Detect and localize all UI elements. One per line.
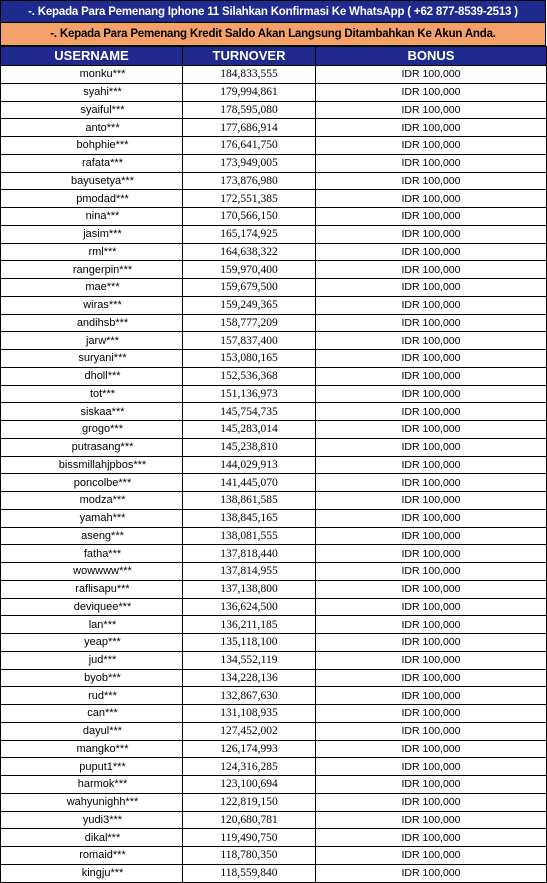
username-cell: raflisapu***: [1, 580, 183, 598]
turnover-cell: 158,777,209: [183, 314, 316, 332]
table-row: [1, 367, 547, 385]
turnover-cell: 145,283,014: [183, 421, 316, 439]
username-cell: jud***: [1, 651, 183, 669]
username-cell: deviquee***: [1, 598, 183, 616]
username-cell: dayul***: [1, 722, 183, 740]
bonus-cell: IDR 100,000: [316, 669, 547, 687]
table-row: [1, 154, 547, 172]
username-cell: anto***: [1, 119, 183, 137]
bonus-cell: IDR 100,000: [316, 367, 547, 385]
table-row: [1, 651, 547, 669]
username-cell: kingju***: [1, 864, 183, 882]
turnover-cell: 173,949,005: [183, 154, 316, 172]
column-header-bonus: BONUS: [316, 47, 547, 66]
turnover-cell: 132,867,630: [183, 687, 316, 705]
username-cell: mae***: [1, 279, 183, 297]
table-row: [1, 793, 547, 811]
username-cell: syaiful***: [1, 101, 183, 119]
bonus-cell: IDR 100,000: [316, 154, 547, 172]
turnover-cell: 178,595,080: [183, 101, 316, 119]
username-cell: putrasang***: [1, 438, 183, 456]
turnover-cell: 137,818,440: [183, 545, 316, 563]
table-row: [1, 101, 547, 119]
bonus-cell: IDR 100,000: [316, 527, 547, 545]
turnover-cell: 141,445,070: [183, 474, 316, 492]
table-row: [1, 66, 547, 84]
username-cell: pmodad***: [1, 190, 183, 208]
bonus-cell: IDR 100,000: [316, 208, 547, 226]
table-row: [1, 474, 547, 492]
username-cell: siskaa***: [1, 403, 183, 421]
table-row: [1, 314, 547, 332]
turnover-cell: 136,211,185: [183, 616, 316, 634]
turnover-cell: 165,174,925: [183, 225, 316, 243]
table-row: [1, 847, 547, 865]
username-cell: andihsb***: [1, 314, 183, 332]
table-row: [1, 83, 547, 101]
table-row: [1, 758, 547, 776]
table-row: [1, 669, 547, 687]
bonus-cell: IDR 100,000: [316, 119, 547, 137]
username-cell: syahi***: [1, 83, 183, 101]
turnover-cell: 136,624,500: [183, 598, 316, 616]
bonus-cell: IDR 100,000: [316, 758, 547, 776]
bonus-cell: IDR 100,000: [316, 829, 547, 847]
turnover-cell: 157,837,400: [183, 332, 316, 350]
turnover-cell: 138,081,555: [183, 527, 316, 545]
username-cell: jarw***: [1, 332, 183, 350]
table-row: [1, 811, 547, 829]
table-row: [1, 687, 547, 705]
bonus-cell: IDR 100,000: [316, 492, 547, 510]
table-row: [1, 616, 547, 634]
turnover-cell: 145,238,810: [183, 438, 316, 456]
bonus-cell: IDR 100,000: [316, 634, 547, 652]
username-cell: lan***: [1, 616, 183, 634]
whatsapp-notice-banner: -. Kepada Para Pemenang Iphone 11 Silahkan Konfirmasi Ke WhatsApp ( +62 877-8539-2513 ): [0, 0, 546, 23]
username-cell: wowwww***: [1, 563, 183, 581]
username-cell: tot***: [1, 385, 183, 403]
username-cell: harmok***: [1, 776, 183, 794]
table-row: [1, 776, 547, 794]
winners-table: [0, 46, 547, 883]
table-row: [1, 563, 547, 581]
turnover-cell: 118,559,840: [183, 864, 316, 882]
bonus-cell: IDR 100,000: [316, 705, 547, 723]
bonus-cell: IDR 100,000: [316, 456, 547, 474]
username-cell: puput1***: [1, 758, 183, 776]
turnover-cell: 184,833,555: [183, 66, 316, 84]
turnover-cell: 176,641,750: [183, 137, 316, 155]
table-row: [1, 456, 547, 474]
bonus-cell: IDR 100,000: [316, 864, 547, 882]
bonus-cell: IDR 100,000: [316, 172, 547, 190]
bonus-cell: IDR 100,000: [316, 793, 547, 811]
bonus-cell: IDR 100,000: [316, 598, 547, 616]
turnover-cell: 159,679,500: [183, 279, 316, 297]
username-cell: rml***: [1, 243, 183, 261]
column-header-turnover: TURNOVER: [183, 47, 316, 66]
username-cell: can***: [1, 705, 183, 723]
username-cell: modza***: [1, 492, 183, 510]
turnover-cell: 170,566,150: [183, 208, 316, 226]
credit-notice-banner: -. Kepada Para Pemenang Kredit Saldo Akan Langsung Ditambahkan Ke Akun Anda.: [0, 23, 546, 46]
table-row: [1, 190, 547, 208]
bonus-cell: IDR 100,000: [316, 563, 547, 581]
turnover-cell: 119,490,750: [183, 829, 316, 847]
bonus-cell: IDR 100,000: [316, 225, 547, 243]
turnover-cell: 137,814,955: [183, 563, 316, 581]
turnover-cell: 118,780,350: [183, 847, 316, 865]
username-cell: rud***: [1, 687, 183, 705]
turnover-cell: 131,108,935: [183, 705, 316, 723]
bonus-cell: IDR 100,000: [316, 279, 547, 297]
turnover-cell: 123,100,694: [183, 776, 316, 794]
turnover-cell: 153,080,165: [183, 350, 316, 368]
username-cell: yeap***: [1, 634, 183, 652]
username-cell: romaid***: [1, 847, 183, 865]
table-row: [1, 438, 547, 456]
bonus-cell: IDR 100,000: [316, 580, 547, 598]
table-row: [1, 829, 547, 847]
turnover-cell: 179,994,861: [183, 83, 316, 101]
bonus-cell: IDR 100,000: [316, 776, 547, 794]
turnover-cell: 124,316,285: [183, 758, 316, 776]
username-cell: yudi3***: [1, 811, 183, 829]
turnover-cell: 134,552,119: [183, 651, 316, 669]
table-row: [1, 864, 547, 882]
username-cell: mangko***: [1, 740, 183, 758]
table-row: [1, 208, 547, 226]
table-row: [1, 403, 547, 421]
turnover-cell: 177,686,914: [183, 119, 316, 137]
bonus-cell: IDR 100,000: [316, 687, 547, 705]
bonus-cell: IDR 100,000: [316, 83, 547, 101]
table-row: [1, 421, 547, 439]
table-row: [1, 740, 547, 758]
table-row: [1, 261, 547, 279]
table-row: [1, 634, 547, 652]
bonus-cell: IDR 100,000: [316, 385, 547, 403]
bonus-cell: IDR 100,000: [316, 616, 547, 634]
username-cell: fatha***: [1, 545, 183, 563]
bonus-cell: IDR 100,000: [316, 243, 547, 261]
bonus-cell: IDR 100,000: [316, 66, 547, 84]
username-cell: suryani***: [1, 350, 183, 368]
table-row: [1, 243, 547, 261]
username-cell: dholl***: [1, 367, 183, 385]
bonus-cell: IDR 100,000: [316, 350, 547, 368]
username-cell: monku***: [1, 66, 183, 84]
table-row: [1, 545, 547, 563]
table-row: [1, 509, 547, 527]
username-cell: byob***: [1, 669, 183, 687]
table-row: [1, 705, 547, 723]
username-cell: poncolbe***: [1, 474, 183, 492]
table-row: [1, 332, 547, 350]
bonus-cell: IDR 100,000: [316, 740, 547, 758]
table-body: [1, 66, 547, 883]
username-cell: wiras***: [1, 296, 183, 314]
turnover-cell: 137,138,800: [183, 580, 316, 598]
bonus-cell: IDR 100,000: [316, 421, 547, 439]
table-row: [1, 296, 547, 314]
turnover-cell: 152,536,368: [183, 367, 316, 385]
username-cell: jasim***: [1, 225, 183, 243]
bonus-cell: IDR 100,000: [316, 314, 547, 332]
turnover-cell: 138,861,585: [183, 492, 316, 510]
turnover-cell: 127,452,002: [183, 722, 316, 740]
table-row: [1, 279, 547, 297]
table-row: [1, 722, 547, 740]
table-row: [1, 350, 547, 368]
bonus-cell: IDR 100,000: [316, 509, 547, 527]
table-row: [1, 580, 547, 598]
turnover-cell: 173,876,980: [183, 172, 316, 190]
turnover-cell: 138,845,165: [183, 509, 316, 527]
username-cell: aseng***: [1, 527, 183, 545]
table-row: [1, 385, 547, 403]
username-cell: rangerpin***: [1, 261, 183, 279]
bonus-cell: IDR 100,000: [316, 261, 547, 279]
turnover-cell: 120,680,781: [183, 811, 316, 829]
username-cell: bissmillahjpbos***: [1, 456, 183, 474]
table-row: [1, 137, 547, 155]
table-row: [1, 119, 547, 137]
bonus-cell: IDR 100,000: [316, 403, 547, 421]
turnover-cell: 151,136,973: [183, 385, 316, 403]
table-row: [1, 527, 547, 545]
username-cell: nina***: [1, 208, 183, 226]
turnover-cell: 134,228,136: [183, 669, 316, 687]
table-row: [1, 172, 547, 190]
table-row: [1, 492, 547, 510]
turnover-cell: 135,118,100: [183, 634, 316, 652]
turnover-cell: 159,249,365: [183, 296, 316, 314]
bonus-cell: IDR 100,000: [316, 296, 547, 314]
turnover-cell: 126,174,993: [183, 740, 316, 758]
bonus-cell: IDR 100,000: [316, 651, 547, 669]
username-cell: bayusetya***: [1, 172, 183, 190]
table-header-row: [1, 47, 547, 66]
bonus-cell: IDR 100,000: [316, 722, 547, 740]
bonus-cell: IDR 100,000: [316, 190, 547, 208]
username-cell: bohphie***: [1, 137, 183, 155]
bonus-cell: IDR 100,000: [316, 811, 547, 829]
table-row: [1, 598, 547, 616]
bonus-cell: IDR 100,000: [316, 438, 547, 456]
username-cell: yamah***: [1, 509, 183, 527]
username-cell: dikal***: [1, 829, 183, 847]
bonus-cell: IDR 100,000: [316, 474, 547, 492]
bonus-cell: IDR 100,000: [316, 101, 547, 119]
column-header-username: USERNAME: [1, 47, 183, 66]
table-row: [1, 225, 547, 243]
username-cell: wahyunighh***: [1, 793, 183, 811]
bonus-cell: IDR 100,000: [316, 545, 547, 563]
bonus-cell: IDR 100,000: [316, 332, 547, 350]
turnover-cell: 122,819,150: [183, 793, 316, 811]
username-cell: rafata***: [1, 154, 183, 172]
turnover-cell: 145,754,735: [183, 403, 316, 421]
turnover-cell: 164,638,322: [183, 243, 316, 261]
bonus-cell: IDR 100,000: [316, 847, 547, 865]
username-cell: grogo***: [1, 421, 183, 439]
turnover-cell: 172,551,385: [183, 190, 316, 208]
turnover-cell: 144,029,913: [183, 456, 316, 474]
bonus-cell: IDR 100,000: [316, 137, 547, 155]
turnover-cell: 159,970,400: [183, 261, 316, 279]
